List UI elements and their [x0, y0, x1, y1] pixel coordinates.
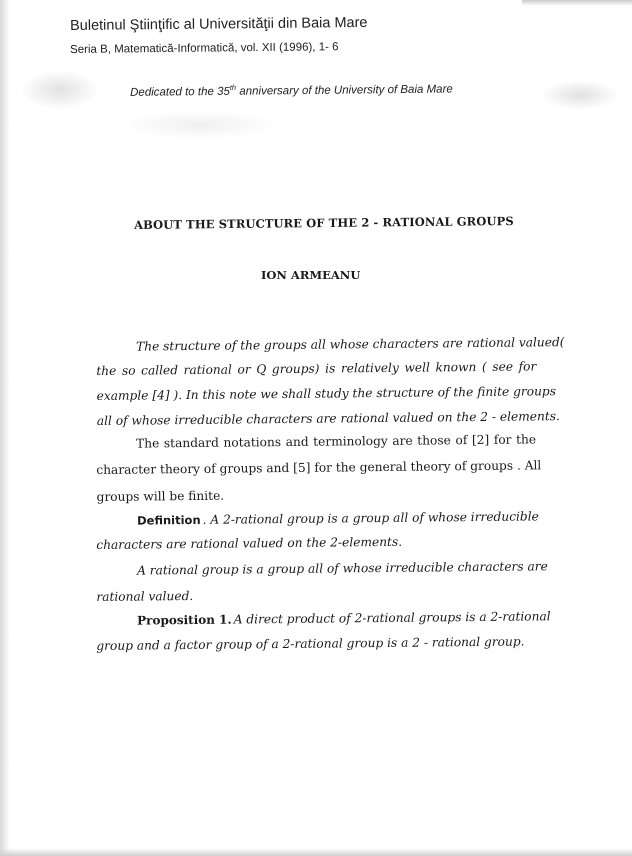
- dedication-prefix: Dedicated to the 35: [130, 85, 230, 99]
- scan-edge-top-right: [522, 0, 632, 6]
- rational-group-paragraph: [96, 559, 548, 604]
- abstract-line: all of whose irreducible characters are rational valued on the 2 - elements.: [96, 409, 560, 428]
- proposition-label: Proposition 1.: [136, 612, 232, 628]
- definition-block: [96, 509, 539, 552]
- definition-first-line: [136, 509, 539, 528]
- proposition-text: A direct product of 2-rational groups is a 2-rational: [233, 609, 551, 627]
- abstract-line: The structure of the groups all whose characters are rational valued(: [135, 335, 565, 354]
- scan-edge-left: [0, 0, 10, 856]
- dedication-superscript: th: [229, 82, 237, 92]
- journal-name: Buletinul Ştiinţific al Universităţii din Baia Mare: [70, 14, 368, 34]
- rational-group-line: A rational group is a group all of whose irreducible characters are: [136, 559, 548, 578]
- proposition-first-line: [136, 609, 551, 628]
- abstract-paragraph: [96, 335, 565, 428]
- notation-line: character theory of groups and [5] for the general theory of groups . All: [96, 458, 542, 477]
- abstract-line: example [4] ). In this note we shall study the structure of the finite groups: [96, 384, 557, 403]
- definition-label: Definition: [136, 512, 201, 528]
- dedication-suffix: anniversary of the University of Baia Mare: [236, 83, 453, 98]
- proposition-block: [96, 609, 551, 653]
- proposition-second-line: group and a factor group of a 2-rational group is a 2 - rational group.: [96, 634, 525, 653]
- paper-title: ABOUT THE STRUCTURE OF THE 2 - RATIONAL GROUPS: [134, 214, 514, 232]
- definition-text: . A 2-rational group is a group all of whose irreducible: [202, 509, 539, 527]
- scan-smudge: [20, 70, 100, 110]
- scan-edge-bottom: [0, 848, 632, 856]
- scan-smudge: [120, 110, 280, 140]
- definition-second-line: characters are rational valued on the 2-elements.: [96, 534, 403, 552]
- notation-line: The standard notations and terminology are those of [2] for the: [135, 432, 537, 451]
- dedication-line: [130, 81, 453, 99]
- notation-line: groups will be finite.: [96, 488, 225, 504]
- paper-author: ION ARMEANU: [261, 268, 361, 282]
- scan-smudge: [540, 80, 620, 110]
- notation-paragraph: [96, 432, 542, 504]
- abstract-line: the so called rational or Q groups) is relatively well known ( see for: [96, 359, 537, 378]
- rational-group-line: rational valued.: [96, 588, 194, 604]
- journal-series-info: Seria B, Matematică-Informatică, vol. XII (1996), 1- 6: [70, 41, 339, 56]
